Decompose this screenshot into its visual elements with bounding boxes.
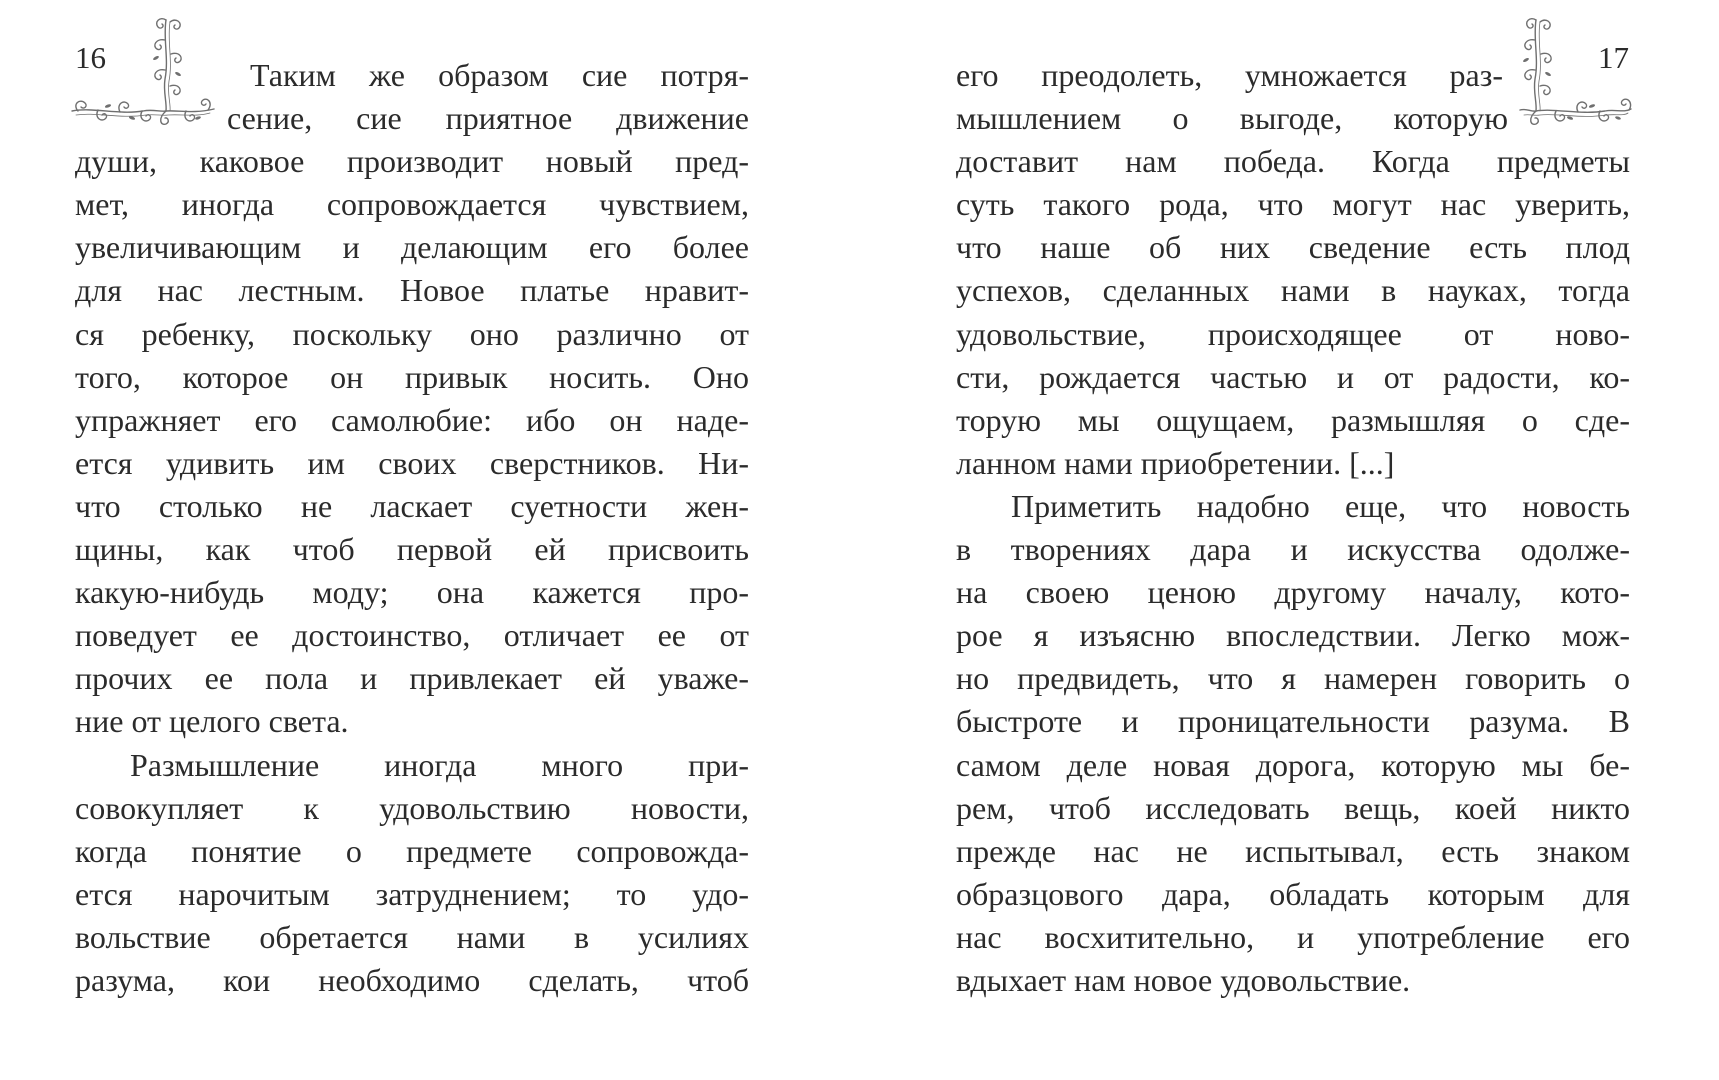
text-line: для нас лестным. Новое платье нравит-: [75, 272, 749, 309]
text-line: совокупляет к удовольствию новости,: [75, 789, 749, 826]
text-line: но предвидеть, что я намерен говорить о: [956, 660, 1630, 697]
text-line: вольствие обретается нами в усилиях: [75, 918, 749, 955]
text-line: упражняет его самолюбие: ибо он наде-: [75, 401, 749, 438]
text-line: нас восхитительно, и употребление его: [956, 918, 1630, 955]
text-line: в творениях дара и искусства одолже-: [956, 531, 1630, 568]
text-line: щины, как чтоб первой ей присвоить: [75, 531, 749, 568]
text-line: образцового дара, обладать которым для: [956, 875, 1630, 912]
page-text: [956, 54, 1630, 1002]
text-line: сение, сие приятное движение: [227, 100, 749, 137]
text-line: суть такого рода, что могут нас уверить,: [956, 186, 1630, 223]
text-line: доставит нам победа. Когда предметы: [956, 143, 1630, 180]
text-line: его преодолеть, умножается раз-: [956, 57, 1503, 93]
text-line: прочих ее пола и привлекает ей уваже-: [75, 660, 749, 697]
text-line: поведует ее достоинство, отличает ее от: [75, 617, 749, 654]
paragraph-first-line: Размышление иногда много при-: [130, 746, 749, 783]
paragraph-last-line: вдыхает нам новое удовольствие.: [956, 961, 1411, 998]
text-line: что столько не ласкает суетности жен-: [75, 487, 749, 524]
text-line: сти, рождается частью и от радости, ко-: [956, 358, 1630, 395]
page-text: [75, 54, 749, 1002]
paragraph-last-line: ние от целого света.: [75, 703, 349, 740]
text-line: мет, иногда сопровождается чувствием,: [75, 186, 749, 223]
text-line: мышлением о выгоде, которую: [956, 100, 1508, 137]
text-line: удовольствие, происходящее от ново-: [956, 315, 1630, 352]
text-line: души, каковое производит новый пред-: [75, 143, 749, 180]
text-line: ется удивить им своих сверстников. Ни-: [75, 444, 749, 481]
text-line: на своею ценою другому началу, кото-: [956, 574, 1630, 611]
text-line: прежде нас не испытывал, есть знаком: [956, 832, 1630, 869]
text-line: ется нарочитым затруднением; то удо-: [75, 875, 749, 912]
text-line: ся ребенку, поскольку оно различно от: [75, 315, 749, 352]
paragraph-first-line: Таким же образом сие потря-: [250, 57, 749, 93]
text-line: самом деле новая дорога, которую мы бе-: [956, 746, 1630, 783]
text-line: торую мы ощущаем, размышляя о сде-: [956, 401, 1630, 438]
page-number: 16: [75, 40, 106, 75]
text-line: успехов, сделанных нами в науках, тогда: [956, 272, 1630, 309]
text-line: быстроте и проницательности разума. В: [956, 703, 1630, 740]
page-right: [860, 0, 1719, 1080]
text-line: какую-нибудь моду; она кажется про-: [75, 574, 749, 611]
text-line: увеличивающим и делающим его более: [75, 229, 749, 266]
text-line: когда понятие о предмете сопровожда-: [75, 832, 749, 869]
paragraph-first-line: Приметить надобно еще, что новость: [1011, 487, 1630, 524]
paragraph-last-line: ланном нами приобретении. [...]: [956, 444, 1395, 481]
text-line: что наше об них сведение есть плод: [956, 229, 1630, 266]
text-line: рое я изъясню впоследствии. Легко мож-: [956, 617, 1630, 654]
text-line: того, которое он привык носить. Оно: [75, 358, 749, 395]
text-line: рем, чтоб исследовать вещь, коей никто: [956, 789, 1630, 826]
text-line: разума, кои необходимо сделать, чтоб: [75, 961, 749, 998]
page-number: 17: [1598, 40, 1629, 75]
